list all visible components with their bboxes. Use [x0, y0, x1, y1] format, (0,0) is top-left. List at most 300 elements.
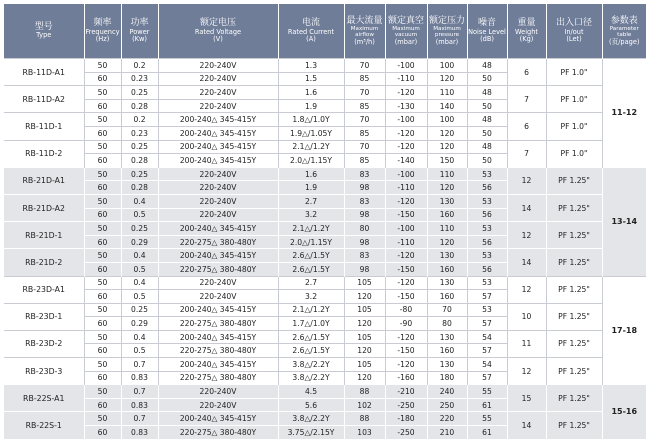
table-row — [4, 59, 646, 73]
voltage-cell: 200-240△ 345-415Y — [158, 249, 278, 263]
header-max-airflow — [344, 4, 385, 59]
voltage-cell: 220-240V — [158, 59, 278, 73]
frequency-cell: 50 — [84, 113, 121, 127]
current-cell: 1.6 — [278, 167, 344, 181]
voltage-cell: 220-240V — [158, 99, 278, 113]
vacuum-cell: -120 — [385, 276, 427, 290]
power-cell: 0.29 — [121, 317, 158, 331]
airflow-cell: 85 — [344, 99, 385, 113]
voltage-cell: 220-275△ 380-480Y — [158, 235, 278, 249]
voltage-cell: 200-240△ 345-415Y — [158, 140, 278, 154]
port-cell: PF 1.25" — [546, 222, 602, 249]
vacuum-cell: -120 — [385, 86, 427, 100]
header-rated-voltage-zh: 额定电压 — [199, 18, 236, 29]
airflow-cell: 98 — [344, 235, 385, 249]
table-row — [4, 276, 646, 290]
port-cell: PF 1.25" — [546, 276, 602, 303]
airflow-cell: 70 — [344, 113, 385, 127]
weight-cell: 12 — [507, 222, 546, 249]
airflow-cell: 80 — [344, 222, 385, 236]
frequency-cell: 60 — [84, 290, 121, 304]
header-in-out — [546, 4, 602, 59]
airflow-cell: 98 — [344, 181, 385, 195]
model-cell: RB-11D-1 — [4, 113, 84, 140]
header-rated-current-unit: (A) — [306, 35, 316, 44]
voltage-cell: 220-240V — [158, 290, 278, 304]
frequency-cell: 50 — [84, 194, 121, 208]
power-cell: 0.23 — [121, 126, 158, 140]
header-type-en: Type — [36, 31, 52, 40]
pressure-cell: 130 — [427, 276, 467, 290]
pressure-cell: 80 — [427, 317, 467, 331]
airflow-cell: 102 — [344, 398, 385, 412]
port-cell: PF 1.25" — [546, 385, 602, 412]
airflow-cell: 105 — [344, 276, 385, 290]
frequency-cell: 60 — [84, 99, 121, 113]
frequency-cell: 60 — [84, 126, 121, 140]
weight-cell: 6 — [507, 59, 546, 86]
airflow-cell: 83 — [344, 194, 385, 208]
voltage-cell: 220-240V — [158, 194, 278, 208]
model-cell: RB-23D-2 — [4, 330, 84, 357]
current-cell: 2.6△/1.5Y — [278, 249, 344, 263]
noise-cell: 54 — [467, 330, 507, 344]
model-cell: RB-21D-A1 — [4, 167, 84, 194]
vacuum-cell: -110 — [385, 181, 427, 195]
noise-cell: 50 — [467, 99, 507, 113]
noise-cell: 56 — [467, 235, 507, 249]
power-cell: 0.5 — [121, 344, 158, 358]
power-cell: 0.4 — [121, 194, 158, 208]
header-max-pressure-en: Maximum pressure — [433, 25, 461, 39]
noise-cell: 55 — [467, 385, 507, 399]
airflow-cell: 120 — [344, 344, 385, 358]
airflow-cell: 120 — [344, 317, 385, 331]
voltage-cell: 200-240△ 345-415Y — [158, 126, 278, 140]
port-cell: PF 1.0" — [546, 86, 602, 113]
pressure-cell: 100 — [427, 59, 467, 73]
airflow-cell: 83 — [344, 167, 385, 181]
current-cell: 1.7△/1.0Y — [278, 317, 344, 331]
current-cell: 2.0△/1.15Y — [278, 235, 344, 249]
power-cell: 0.4 — [121, 276, 158, 290]
model-cell: RB-23D-1 — [4, 303, 84, 330]
pressure-cell: 220 — [427, 412, 467, 426]
page-ref-cell: 15-16 — [602, 385, 646, 439]
voltage-cell: 220-240V — [158, 208, 278, 222]
header-power-en: Power — [129, 27, 150, 36]
pressure-cell: 130 — [427, 330, 467, 344]
vacuum-cell: -250 — [385, 398, 427, 412]
header-weight-unit: (Kg) — [519, 35, 534, 44]
vacuum-cell: -100 — [385, 167, 427, 181]
frequency-cell: 50 — [84, 86, 121, 100]
header-type — [4, 4, 84, 59]
vacuum-cell: -120 — [385, 194, 427, 208]
vacuum-cell: -150 — [385, 208, 427, 222]
voltage-cell: 220-240V — [158, 181, 278, 195]
frequency-cell: 50 — [84, 59, 121, 73]
power-cell: 0.5 — [121, 262, 158, 276]
port-cell: PF 1.0" — [546, 140, 602, 167]
header-max-pressure — [427, 4, 467, 59]
noise-cell: 53 — [467, 249, 507, 263]
page-ref-cell: 13-14 — [602, 167, 646, 276]
voltage-cell: 220-240V — [158, 167, 278, 181]
frequency-cell: 60 — [84, 208, 121, 222]
voltage-cell: 220-275△ 380-480Y — [158, 426, 278, 439]
noise-cell: 61 — [467, 426, 507, 439]
header-parameter-table-zh: 参数表 — [610, 15, 638, 26]
header-power-zh: 功率 — [130, 18, 149, 29]
vacuum-cell: -180 — [385, 412, 427, 426]
noise-cell: 53 — [467, 276, 507, 290]
frequency-cell: 60 — [84, 398, 121, 412]
current-cell: 1.5 — [278, 72, 344, 86]
power-cell: 0.28 — [121, 181, 158, 195]
current-cell: 3.75△/2.15Y — [278, 426, 344, 439]
airflow-cell: 105 — [344, 303, 385, 317]
vacuum-cell: -120 — [385, 140, 427, 154]
port-cell: PF 1.25" — [546, 249, 602, 276]
noise-cell: 48 — [467, 59, 507, 73]
voltage-cell: 220-275△ 380-480Y — [158, 344, 278, 358]
voltage-cell: 220-240V — [158, 86, 278, 100]
model-cell: RB-11D-A2 — [4, 86, 84, 113]
port-cell: PF 1.0" — [546, 113, 602, 140]
table-row — [4, 330, 646, 344]
noise-cell: 50 — [467, 72, 507, 86]
current-cell: 2.6△/1.5Y — [278, 262, 344, 276]
power-cell: 0.28 — [121, 154, 158, 168]
power-cell: 0.83 — [121, 398, 158, 412]
vacuum-cell: -150 — [385, 344, 427, 358]
power-cell: 0.25 — [121, 222, 158, 236]
vacuum-cell: -140 — [385, 154, 427, 168]
power-cell: 0.25 — [121, 167, 158, 181]
current-cell: 2.1△/1.2Y — [278, 222, 344, 236]
airflow-cell: 70 — [344, 86, 385, 100]
noise-cell: 50 — [467, 154, 507, 168]
power-cell: 0.28 — [121, 99, 158, 113]
vacuum-cell: -210 — [385, 385, 427, 399]
port-cell: PF 1.25" — [546, 412, 602, 439]
header-power — [121, 4, 158, 59]
table-row — [4, 303, 646, 317]
model-cell: RB-11D-2 — [4, 140, 84, 167]
noise-cell: 57 — [467, 290, 507, 304]
table-row — [4, 86, 646, 100]
airflow-cell: 88 — [344, 412, 385, 426]
power-cell: 0.4 — [121, 249, 158, 263]
noise-cell: 53 — [467, 194, 507, 208]
frequency-cell: 50 — [84, 412, 121, 426]
table-row — [4, 249, 646, 263]
current-cell: 2.0△/1.15Y — [278, 154, 344, 168]
port-cell: PF 1.25" — [546, 358, 602, 385]
header-noise-level-en: Noise Level — [468, 27, 506, 36]
power-cell: 0.5 — [121, 290, 158, 304]
model-cell: RB-21D-2 — [4, 249, 84, 276]
voltage-cell: 200-240△ 345-415Y — [158, 154, 278, 168]
frequency-cell: 60 — [84, 181, 121, 195]
pressure-cell: 150 — [427, 154, 467, 168]
vacuum-cell: -110 — [385, 235, 427, 249]
current-cell: 5.6 — [278, 398, 344, 412]
header-in-out-unit: (Let) — [566, 35, 582, 44]
header-parameter-table — [602, 4, 646, 59]
header-max-airflow-en: Maximum airflow — [350, 25, 379, 39]
pressure-cell: 70 — [427, 303, 467, 317]
weight-cell: 12 — [507, 276, 546, 303]
header-type-zh: 型号 — [34, 22, 53, 33]
noise-cell: 55 — [467, 412, 507, 426]
vacuum-cell: -120 — [385, 249, 427, 263]
port-cell: PF 1.25" — [546, 194, 602, 221]
frequency-cell: 60 — [84, 317, 121, 331]
power-cell: 0.83 — [121, 426, 158, 439]
noise-cell: 53 — [467, 222, 507, 236]
header-max-vacuum-en: Maximum vacuum — [392, 25, 420, 39]
current-cell: 1.3 — [278, 59, 344, 73]
pressure-cell: 120 — [427, 235, 467, 249]
airflow-cell: 70 — [344, 140, 385, 154]
power-cell: 0.7 — [121, 385, 158, 399]
model-cell: RB-22S-1 — [4, 412, 84, 439]
header-noise-level-unit: (dB) — [480, 35, 494, 44]
table-row — [4, 358, 646, 372]
airflow-cell: 88 — [344, 385, 385, 399]
weight-cell: 14 — [507, 412, 546, 439]
noise-cell: 48 — [467, 113, 507, 127]
noise-cell: 54 — [467, 358, 507, 372]
frequency-cell: 50 — [84, 303, 121, 317]
header-power-unit: (Kw) — [132, 35, 147, 44]
header-weight — [507, 4, 546, 59]
noise-cell: 48 — [467, 140, 507, 154]
frequency-cell: 50 — [84, 276, 121, 290]
vacuum-cell: -90 — [385, 317, 427, 331]
port-cell: PF 1.0" — [546, 59, 602, 86]
frequency-cell: 60 — [84, 154, 121, 168]
model-cell: RB-23D-A1 — [4, 276, 84, 303]
vacuum-cell: -150 — [385, 290, 427, 304]
frequency-cell: 50 — [84, 140, 121, 154]
header-in-out-zh: 出入口径 — [555, 18, 592, 29]
power-cell: 0.25 — [121, 303, 158, 317]
power-cell: 0.23 — [121, 72, 158, 86]
pressure-cell: 250 — [427, 398, 467, 412]
header-max-pressure-zh: 额定压力 — [428, 15, 465, 26]
airflow-cell: 85 — [344, 126, 385, 140]
airflow-cell: 83 — [344, 249, 385, 263]
weight-cell: 7 — [507, 140, 546, 167]
pressure-cell: 160 — [427, 290, 467, 304]
table-body — [4, 59, 646, 439]
frequency-cell: 60 — [84, 262, 121, 276]
vacuum-cell: -160 — [385, 371, 427, 385]
frequency-cell: 50 — [84, 330, 121, 344]
header-rated-current-zh: 电流 — [301, 18, 320, 29]
header-max-airflow-zh: 最大流量 — [346, 15, 383, 26]
pressure-cell: 130 — [427, 249, 467, 263]
voltage-cell: 220-240V — [158, 385, 278, 399]
noise-cell: 57 — [467, 371, 507, 385]
header-max-vacuum — [385, 4, 427, 59]
current-cell: 3.2 — [278, 290, 344, 304]
pressure-cell: 130 — [427, 358, 467, 372]
voltage-cell: 200-240△ 345-415Y — [158, 303, 278, 317]
port-cell: PF 1.25" — [546, 303, 602, 330]
header-noise-level-zh: 噪音 — [477, 18, 496, 29]
airflow-cell: 120 — [344, 371, 385, 385]
frequency-cell: 60 — [84, 344, 121, 358]
noise-cell: 57 — [467, 344, 507, 358]
current-cell: 2.1△/1.2Y — [278, 140, 344, 154]
pressure-cell: 210 — [427, 426, 467, 439]
current-cell: 2.7 — [278, 194, 344, 208]
voltage-cell: 200-240△ 345-415Y — [158, 412, 278, 426]
pressure-cell: 160 — [427, 208, 467, 222]
current-cell: 3.8△/2.2Y — [278, 371, 344, 385]
page-ref-cell: 11-12 — [602, 59, 646, 168]
header-frequency — [84, 4, 121, 59]
power-cell: 0.83 — [121, 371, 158, 385]
voltage-cell: 200-240△ 345-415Y — [158, 330, 278, 344]
header-rated-voltage-unit: (V) — [213, 35, 223, 44]
frequency-cell: 50 — [84, 222, 121, 236]
header-max-vacuum-zh: 额定真空 — [387, 15, 424, 26]
header-weight-en: Weight — [515, 27, 538, 36]
noise-cell: 56 — [467, 208, 507, 222]
vacuum-cell: -120 — [385, 126, 427, 140]
noise-cell: 50 — [467, 126, 507, 140]
pressure-cell: 120 — [427, 72, 467, 86]
table-row — [4, 412, 646, 426]
current-cell: 4.5 — [278, 385, 344, 399]
noise-cell: 48 — [467, 86, 507, 100]
spec-table — [4, 4, 646, 439]
airflow-cell: 105 — [344, 358, 385, 372]
table-row — [4, 140, 646, 154]
power-cell: 0.7 — [121, 412, 158, 426]
pressure-cell: 160 — [427, 344, 467, 358]
table-row — [4, 167, 646, 181]
current-cell: 3.2 — [278, 208, 344, 222]
pressure-cell: 110 — [427, 86, 467, 100]
airflow-cell: 85 — [344, 72, 385, 86]
header-rated-current-en: Rated Current — [287, 27, 335, 36]
table-row — [4, 222, 646, 236]
port-cell: PF 1.25" — [546, 330, 602, 357]
airflow-cell: 85 — [344, 154, 385, 168]
frequency-cell: 60 — [84, 371, 121, 385]
voltage-cell: 220-240V — [158, 398, 278, 412]
weight-cell: 7 — [507, 86, 546, 113]
pressure-cell: 140 — [427, 99, 467, 113]
voltage-cell: 220-240V — [158, 276, 278, 290]
frequency-cell: 60 — [84, 72, 121, 86]
header-frequency-en: Frequency — [85, 27, 120, 36]
current-cell: 1.6 — [278, 86, 344, 100]
airflow-cell: 103 — [344, 426, 385, 439]
table-row — [4, 194, 646, 208]
airflow-cell: 70 — [344, 59, 385, 73]
current-cell: 1.9△/1.05Y — [278, 126, 344, 140]
voltage-cell: 220-275△ 380-480Y — [158, 262, 278, 276]
power-cell: 0.2 — [121, 113, 158, 127]
vacuum-cell: -100 — [385, 222, 427, 236]
table-header — [4, 4, 646, 59]
current-cell: 2.1△/1.2Y — [278, 303, 344, 317]
voltage-cell: 220-275△ 380-480Y — [158, 371, 278, 385]
current-cell: 2.7 — [278, 276, 344, 290]
current-cell: 1.9 — [278, 181, 344, 195]
pressure-cell: 160 — [427, 262, 467, 276]
header-in-out-en: In/out — [564, 27, 584, 36]
frequency-cell: 50 — [84, 385, 121, 399]
header-max-pressure-unit: (mbar) — [435, 37, 459, 46]
header-rated-voltage-en: Rated Voltage — [194, 27, 242, 36]
voltage-cell: 200-240△ 345-415Y — [158, 113, 278, 127]
model-cell: RB-23D-3 — [4, 358, 84, 385]
header-row — [4, 4, 646, 59]
weight-cell: 12 — [507, 167, 546, 194]
power-cell: 0.5 — [121, 208, 158, 222]
vacuum-cell: -130 — [385, 99, 427, 113]
vacuum-cell: -120 — [385, 358, 427, 372]
power-cell: 0.25 — [121, 86, 158, 100]
pressure-cell: 120 — [427, 140, 467, 154]
vacuum-cell: -250 — [385, 426, 427, 439]
power-cell: 0.29 — [121, 235, 158, 249]
page-ref-cell: 17-18 — [602, 276, 646, 385]
noise-cell: 61 — [467, 398, 507, 412]
header-noise-level — [467, 4, 507, 59]
airflow-cell: 120 — [344, 290, 385, 304]
frequency-cell: 60 — [84, 426, 121, 439]
noise-cell: 56 — [467, 262, 507, 276]
vacuum-cell: -150 — [385, 262, 427, 276]
table-row — [4, 113, 646, 127]
port-cell: PF 1.25" — [546, 167, 602, 194]
power-cell: 0.25 — [121, 140, 158, 154]
pressure-cell: 110 — [427, 167, 467, 181]
pressure-cell: 130 — [427, 194, 467, 208]
weight-cell: 15 — [507, 385, 546, 412]
weight-cell: 6 — [507, 113, 546, 140]
model-cell: RB-21D-1 — [4, 222, 84, 249]
header-frequency-unit: (Hz) — [95, 35, 110, 44]
frequency-cell: 50 — [84, 167, 121, 181]
table-row — [4, 385, 646, 399]
model-cell: RB-11D-A1 — [4, 59, 84, 86]
pressure-cell: 120 — [427, 126, 467, 140]
power-cell: 0.7 — [121, 358, 158, 372]
weight-cell: 14 — [507, 194, 546, 221]
vacuum-cell: -110 — [385, 72, 427, 86]
header-max-airflow-unit: (m³/h) — [354, 37, 375, 46]
noise-cell: 53 — [467, 167, 507, 181]
noise-cell: 53 — [467, 303, 507, 317]
weight-cell: 10 — [507, 303, 546, 330]
header-parameter-table-en: Parameter table — [609, 25, 639, 39]
header-rated-voltage — [158, 4, 278, 59]
vacuum-cell: -100 — [385, 59, 427, 73]
vacuum-cell: -80 — [385, 303, 427, 317]
airflow-cell: 98 — [344, 262, 385, 276]
pressure-cell: 100 — [427, 113, 467, 127]
